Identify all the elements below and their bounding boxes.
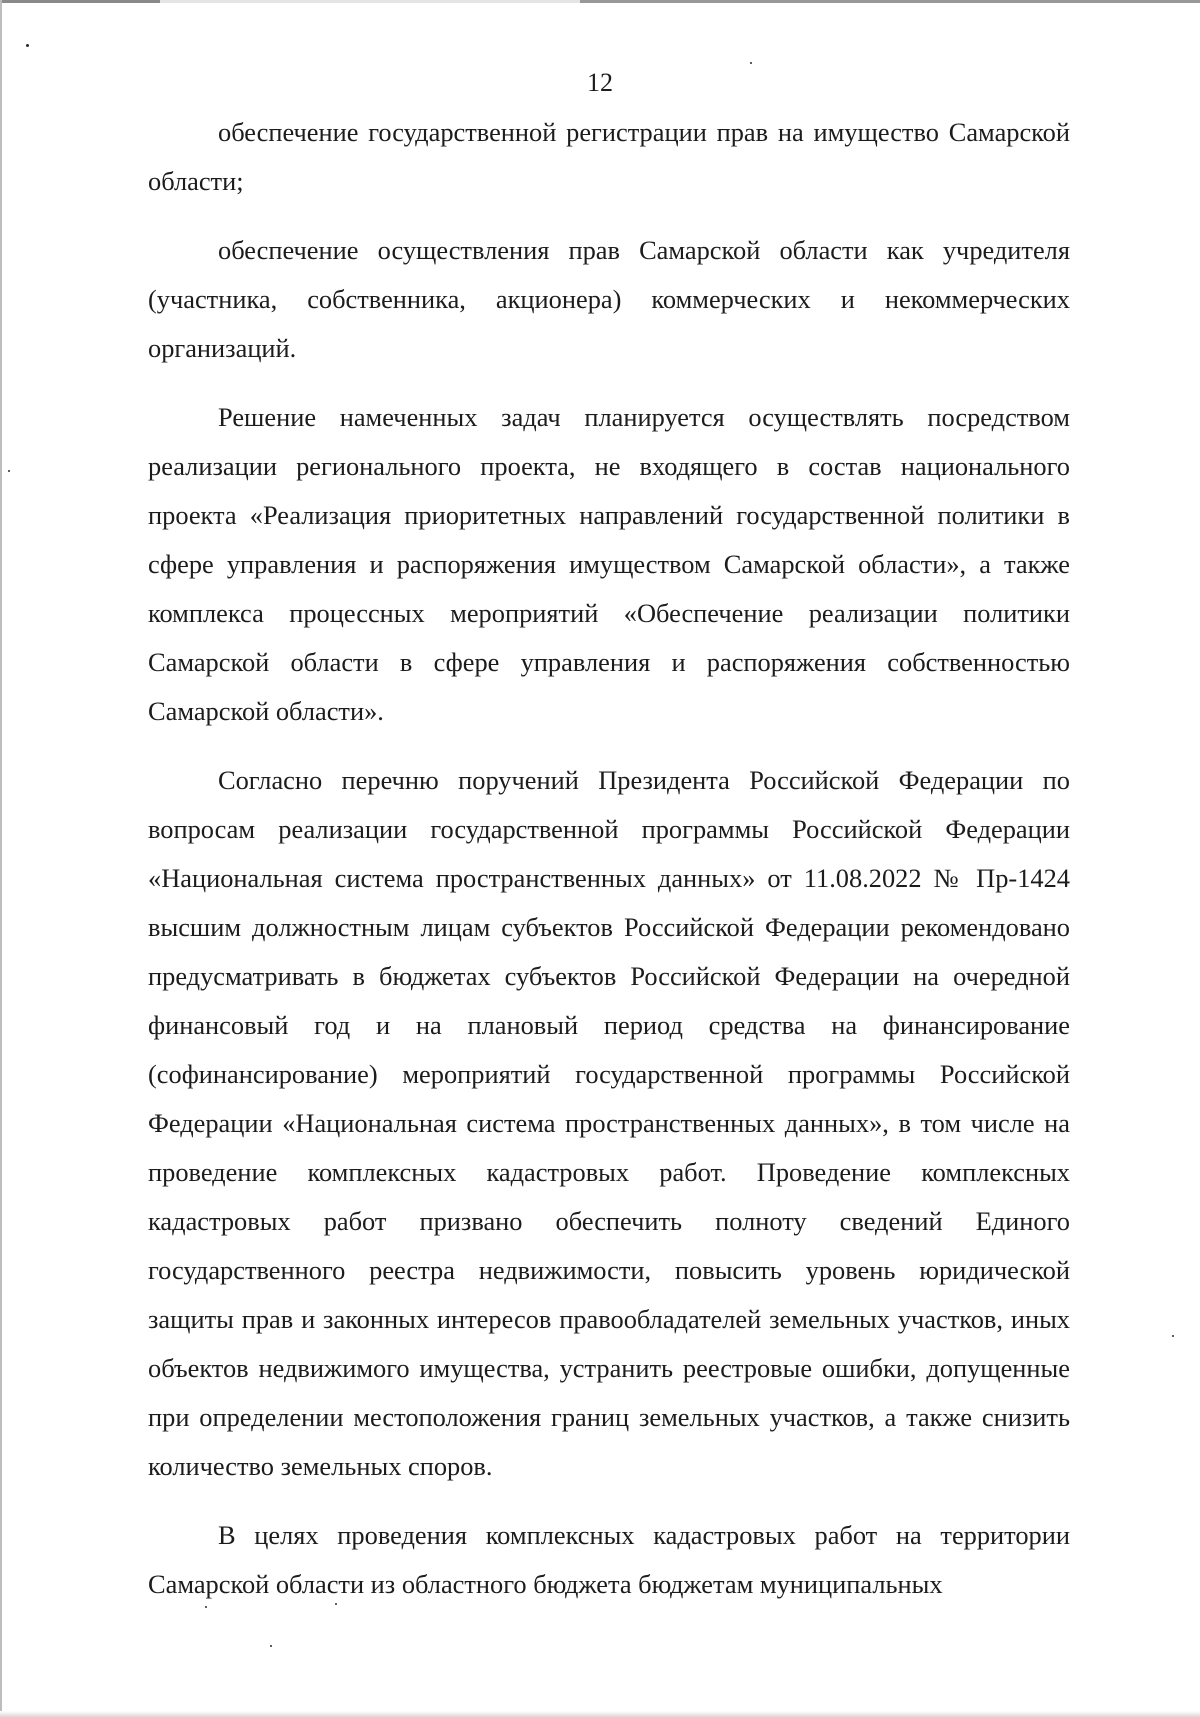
paragraph: Решение намеченных задач планируется осуществлять посредством реализации регионального проекта, не входящего в состав национального проекта «Реализация приоритетных направлений государственной политики в сфере управления и распоряжения имуществом Самарской области», а также комплекса процессных мероприятий «Обеспечение реализации политики Самарской области в сфере управления и распоряжения собственностью Самарской области». [148, 402, 1070, 726]
paragraph: Согласно перечню поручений Президента Российской Федерации по вопросам реализации государственной программы Российской Федерации «Национальная система пространственных данных» от 11.08.2022 № Пр-1424 высшим должностным лицам субъектов Российской Федерации рекомендовано предусматривать в бюджетах субъектов Российской Федерации на очередной финансовый год и на плановый период средства на финансирование (софинансирование) мероприятий государственной программы Российской Федерации «Национальная система пространственных данных», в том числе на проведение комплексных кадастровых работ. Проведение комплексных кадастровых работ призвано обеспечить полноту сведений Единого государственного реестра недвижимости, повысить уровень юридической защиты прав и законных интересов правообладателей земельных участков, иных объектов недвижимого имущества, устранить реестровые ошибки, допущенные при определении местоположения границ земельных участков, а также снизить количество земельных споров. [148, 765, 1070, 1481]
paragraph: В целях проведения комплексных кадастровых работ на территории Самарской области из областного бюджета бюджетам муниципальных [148, 1520, 1070, 1599]
paragraph: обеспечение государственной регистрации прав на имущество Самарской области; [148, 117, 1070, 196]
scan-speck [8, 470, 10, 472]
scan-speck [270, 1645, 272, 1647]
scan-bottom-edge [0, 1711, 1200, 1717]
paragraph: обеспечение осуществления прав Самарской области как учредителя (участника, собственника, акционера) коммерческих и некоммерческих организаций. [148, 235, 1070, 363]
page-number: 12 [587, 68, 613, 97]
scan-left-edge [0, 0, 2, 1717]
document-body [148, 108, 1070, 1629]
scan-speck [26, 44, 29, 47]
scan-speck [1172, 1335, 1174, 1337]
scan-top-edge [0, 0, 1200, 3]
scan-speck [750, 62, 752, 64]
